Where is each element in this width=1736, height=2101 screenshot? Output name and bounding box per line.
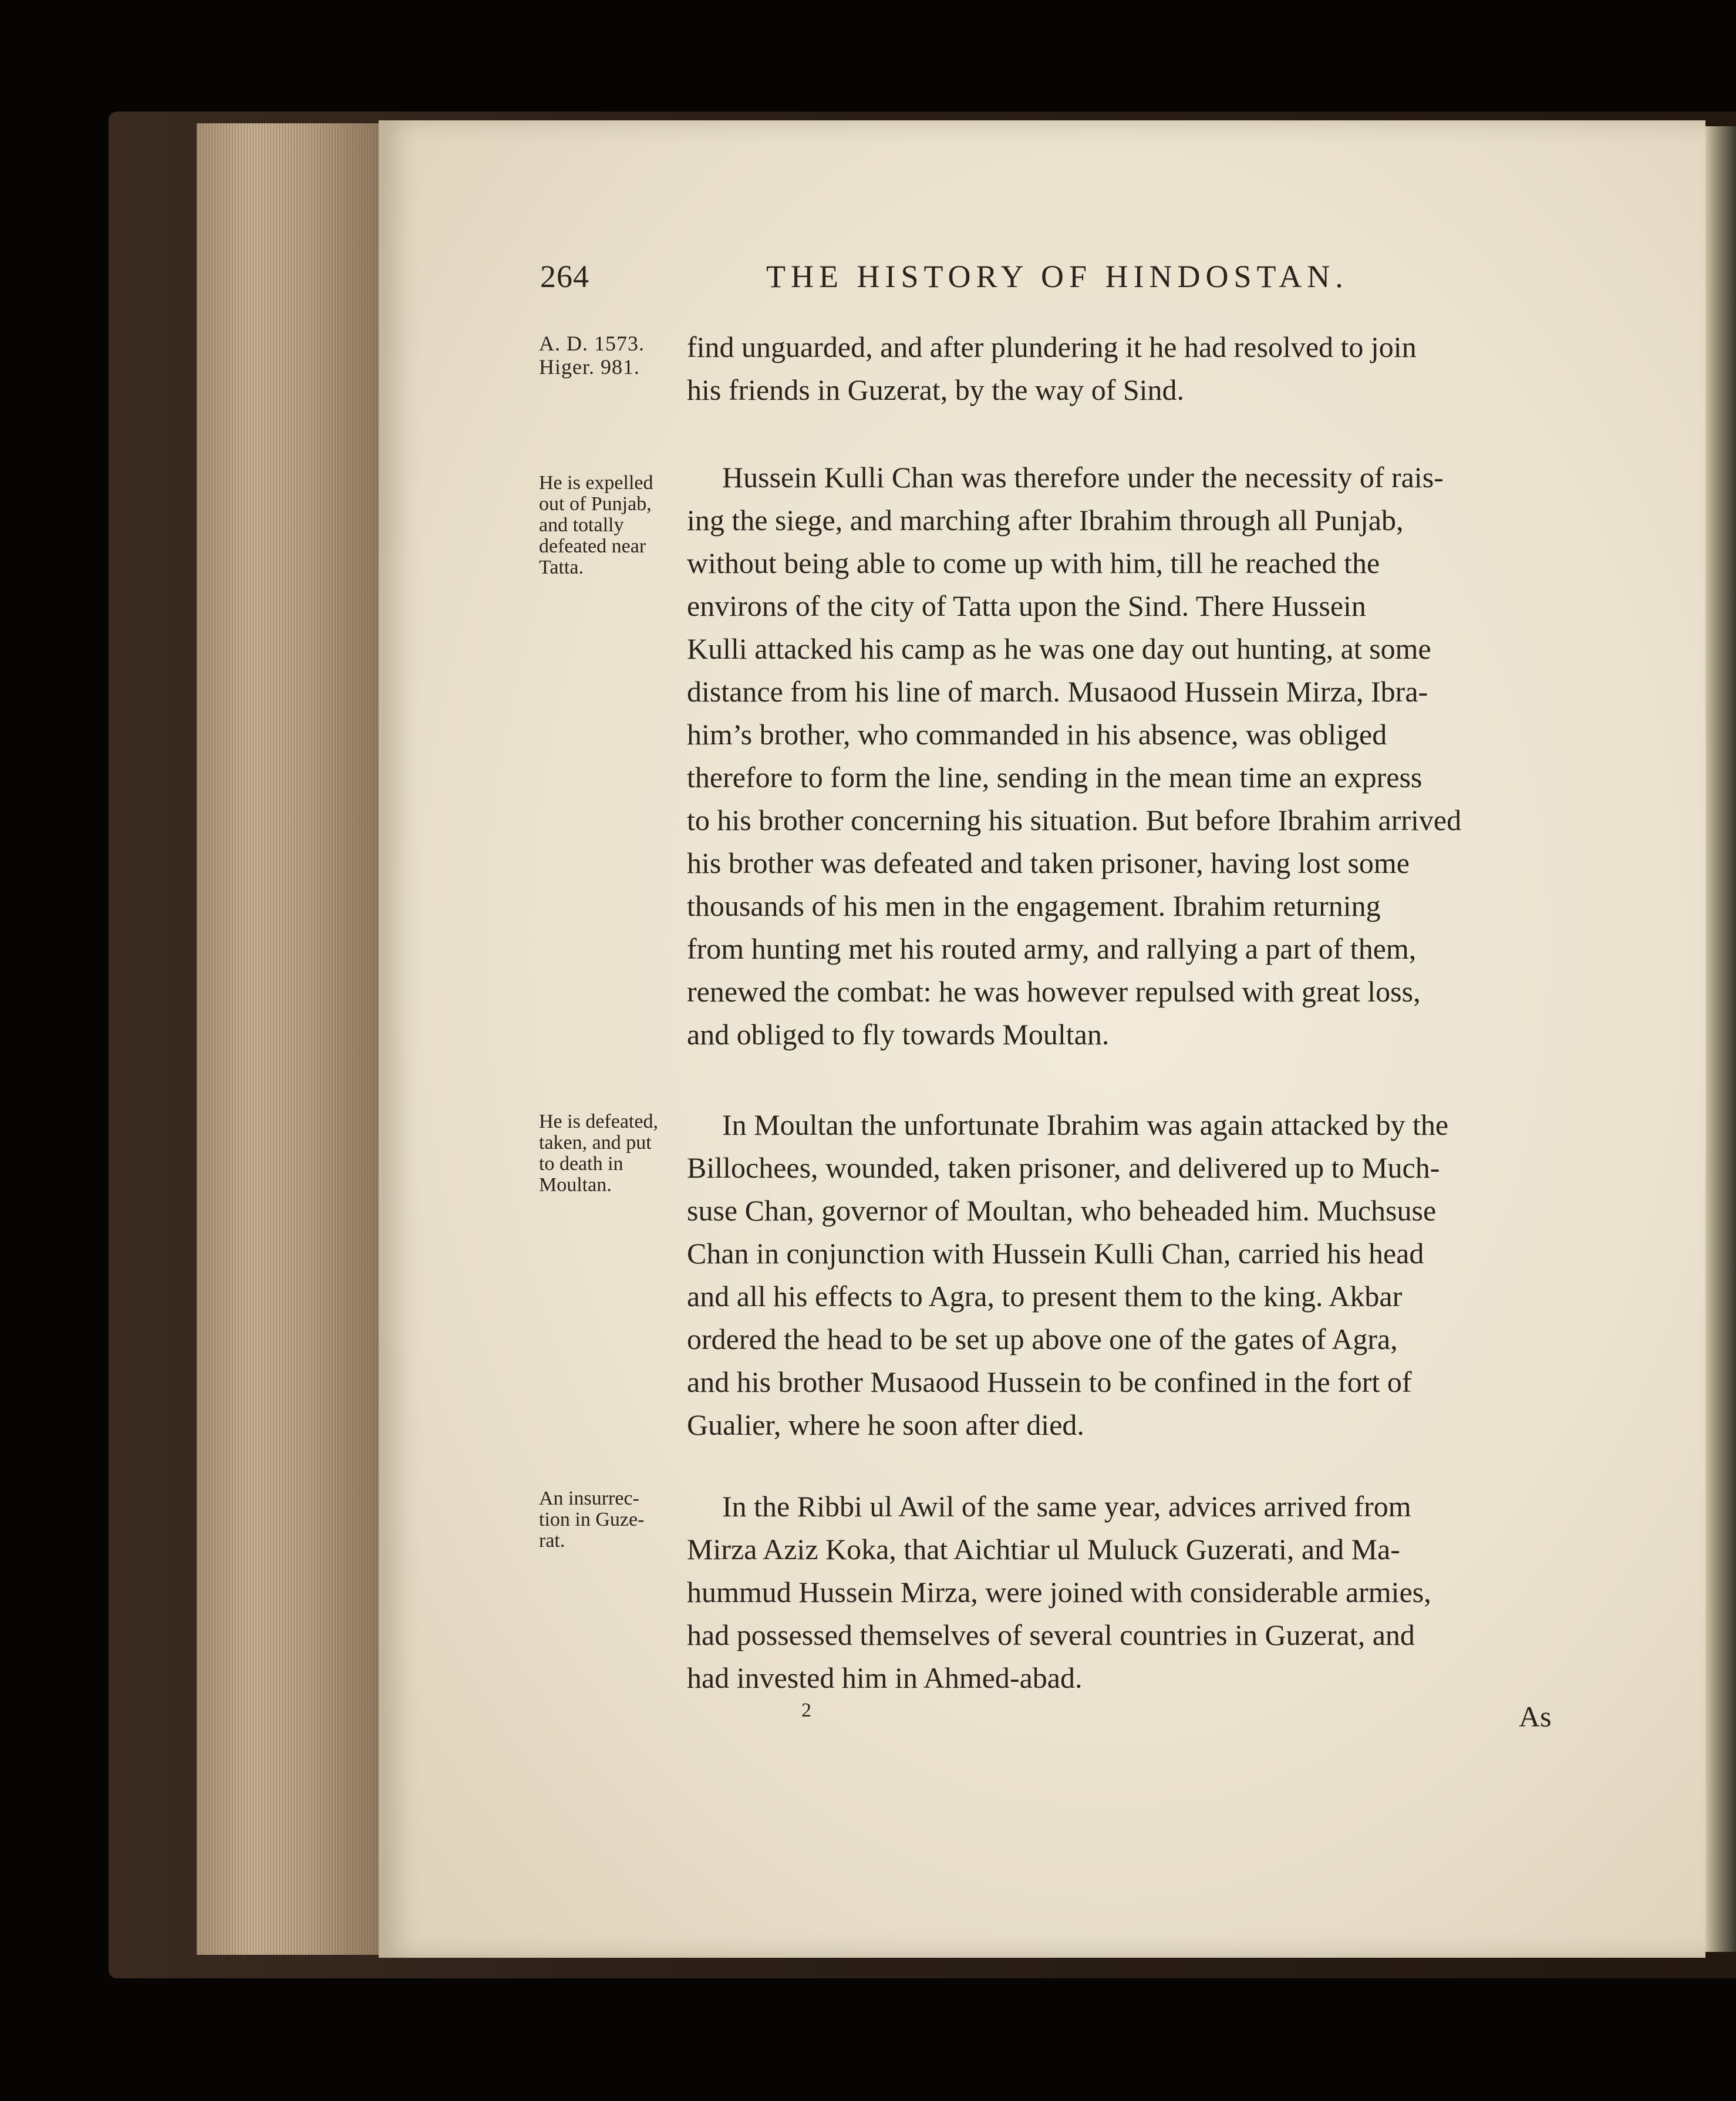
sidenote-line: and totally — [539, 514, 624, 536]
text-line: Billochees, wounded, taken prisoner, and delivered up to Much- — [687, 1151, 1440, 1184]
text-line: him’s brother, who commanded in his absence, was obliged — [687, 718, 1387, 751]
sidenote-line: rat. — [539, 1530, 565, 1552]
text-line: to his brother concerning his situation. But before Ibrahim arrived — [687, 804, 1462, 837]
paragraph-3 — [687, 1104, 1550, 1446]
running-header — [540, 258, 1462, 299]
paragraph-1 — [687, 326, 1550, 412]
text-line: thousands of his men in the engagement. Ibrahim returning — [687, 889, 1381, 922]
text-line: had possessed themselves of several countries in Guzerat, and — [687, 1618, 1415, 1651]
paragraph-4 — [687, 1485, 1550, 1699]
sidenote-line: to death in — [539, 1153, 623, 1175]
sidenote-line: He is expelled — [539, 472, 653, 494]
text-line: ordered the head to be set up above one of the gates of Agra, — [687, 1323, 1398, 1355]
page-number: 264 — [540, 259, 589, 294]
text-line: Mirza Aziz Koka, that Aichtiar ul Muluck Guzerati, and Ma- — [687, 1533, 1400, 1566]
text-line: his friends in Guzerat, by the way of Sind. — [687, 373, 1185, 406]
sidenote-insurrection — [539, 1488, 680, 1552]
sidenote-expelled — [539, 473, 680, 578]
margin-date-line: A. D. 1573. — [539, 332, 645, 355]
text-line: find unguarded, and after plundering it he had resolved to join — [687, 331, 1417, 363]
text-line: renewed the combat: he was however repulsed with great loss, — [687, 975, 1421, 1008]
text-line: Hussein Kulli Chan was therefore under the necessity of rais- — [722, 461, 1444, 494]
text-line: Gualier, where he soon after died. — [687, 1408, 1084, 1441]
text-line: from hunting met his routed army, and rallying a part of them, — [687, 932, 1417, 965]
text-line: environs of the city of Tatta upon the Sind. There Hussein — [687, 589, 1366, 622]
text-line: and obliged to fly towards Moultan. — [687, 1018, 1110, 1051]
text-line: his brother was defeated and taken prisoner, having lost some — [687, 847, 1410, 879]
paragraph-2 — [687, 456, 1550, 1056]
sidenote-line: taken, and put — [539, 1132, 652, 1154]
sidenote-line: He is defeated, — [539, 1111, 658, 1132]
text-line: hummud Hussein Mirza, were joined with considerable armies, — [687, 1576, 1431, 1608]
sidenote-line: tion in Guze- — [539, 1509, 645, 1530]
sidenote-line: Tatta. — [539, 557, 584, 578]
sidenote-line: defeated near — [539, 535, 646, 557]
text-line: suse Chan, governor of Moultan, who beheaded him. Muchsuse — [687, 1194, 1437, 1227]
sidenote-defeated — [539, 1111, 680, 1196]
text-line: ing the siege, and marching after Ibrahim through all Punjab, — [687, 504, 1404, 537]
running-title: THE HISTORY OF HINDOSTAN. — [766, 259, 1349, 294]
signature-mark: 2 — [801, 1699, 811, 1721]
text-line: had invested him in Ahmed-abad. — [687, 1661, 1083, 1694]
text-line: Chan in conjunction with Hussein Kulli Chan, carried his head — [687, 1237, 1424, 1270]
text-line: distance from his line of march. Musaood Hussein Mirza, Ibra- — [687, 675, 1428, 708]
sidenote-line: out of Punjab, — [539, 493, 652, 515]
margin-date-line: Higer. 981. — [539, 355, 640, 379]
margin-date-note — [539, 332, 645, 379]
catchword: As — [1519, 1700, 1552, 1733]
facing-page-edge — [1705, 126, 1736, 1952]
text-line: without being able to come up with him, till he reached the — [687, 547, 1380, 579]
text-line: and all his effects to Agra, to present them to the king. Akbar — [687, 1280, 1403, 1313]
text-line: In Moultan the unfortunate Ibrahim was again attacked by the — [722, 1108, 1449, 1141]
text-line: Kulli attacked his camp as he was one day out hunting, at some — [687, 632, 1431, 665]
page-block-edge — [197, 123, 379, 1955]
text-line: and his brother Musaood Hussein to be confined in the fort of — [687, 1365, 1412, 1398]
sidenote-line: Moultan. — [539, 1174, 612, 1196]
text-line: therefore to form the line, sending in the mean time an express — [687, 761, 1422, 794]
sidenote-line: An insurrec- — [539, 1488, 639, 1509]
text-line: In the Ribbi ul Awil of the same year, advices arrived from — [722, 1490, 1411, 1523]
